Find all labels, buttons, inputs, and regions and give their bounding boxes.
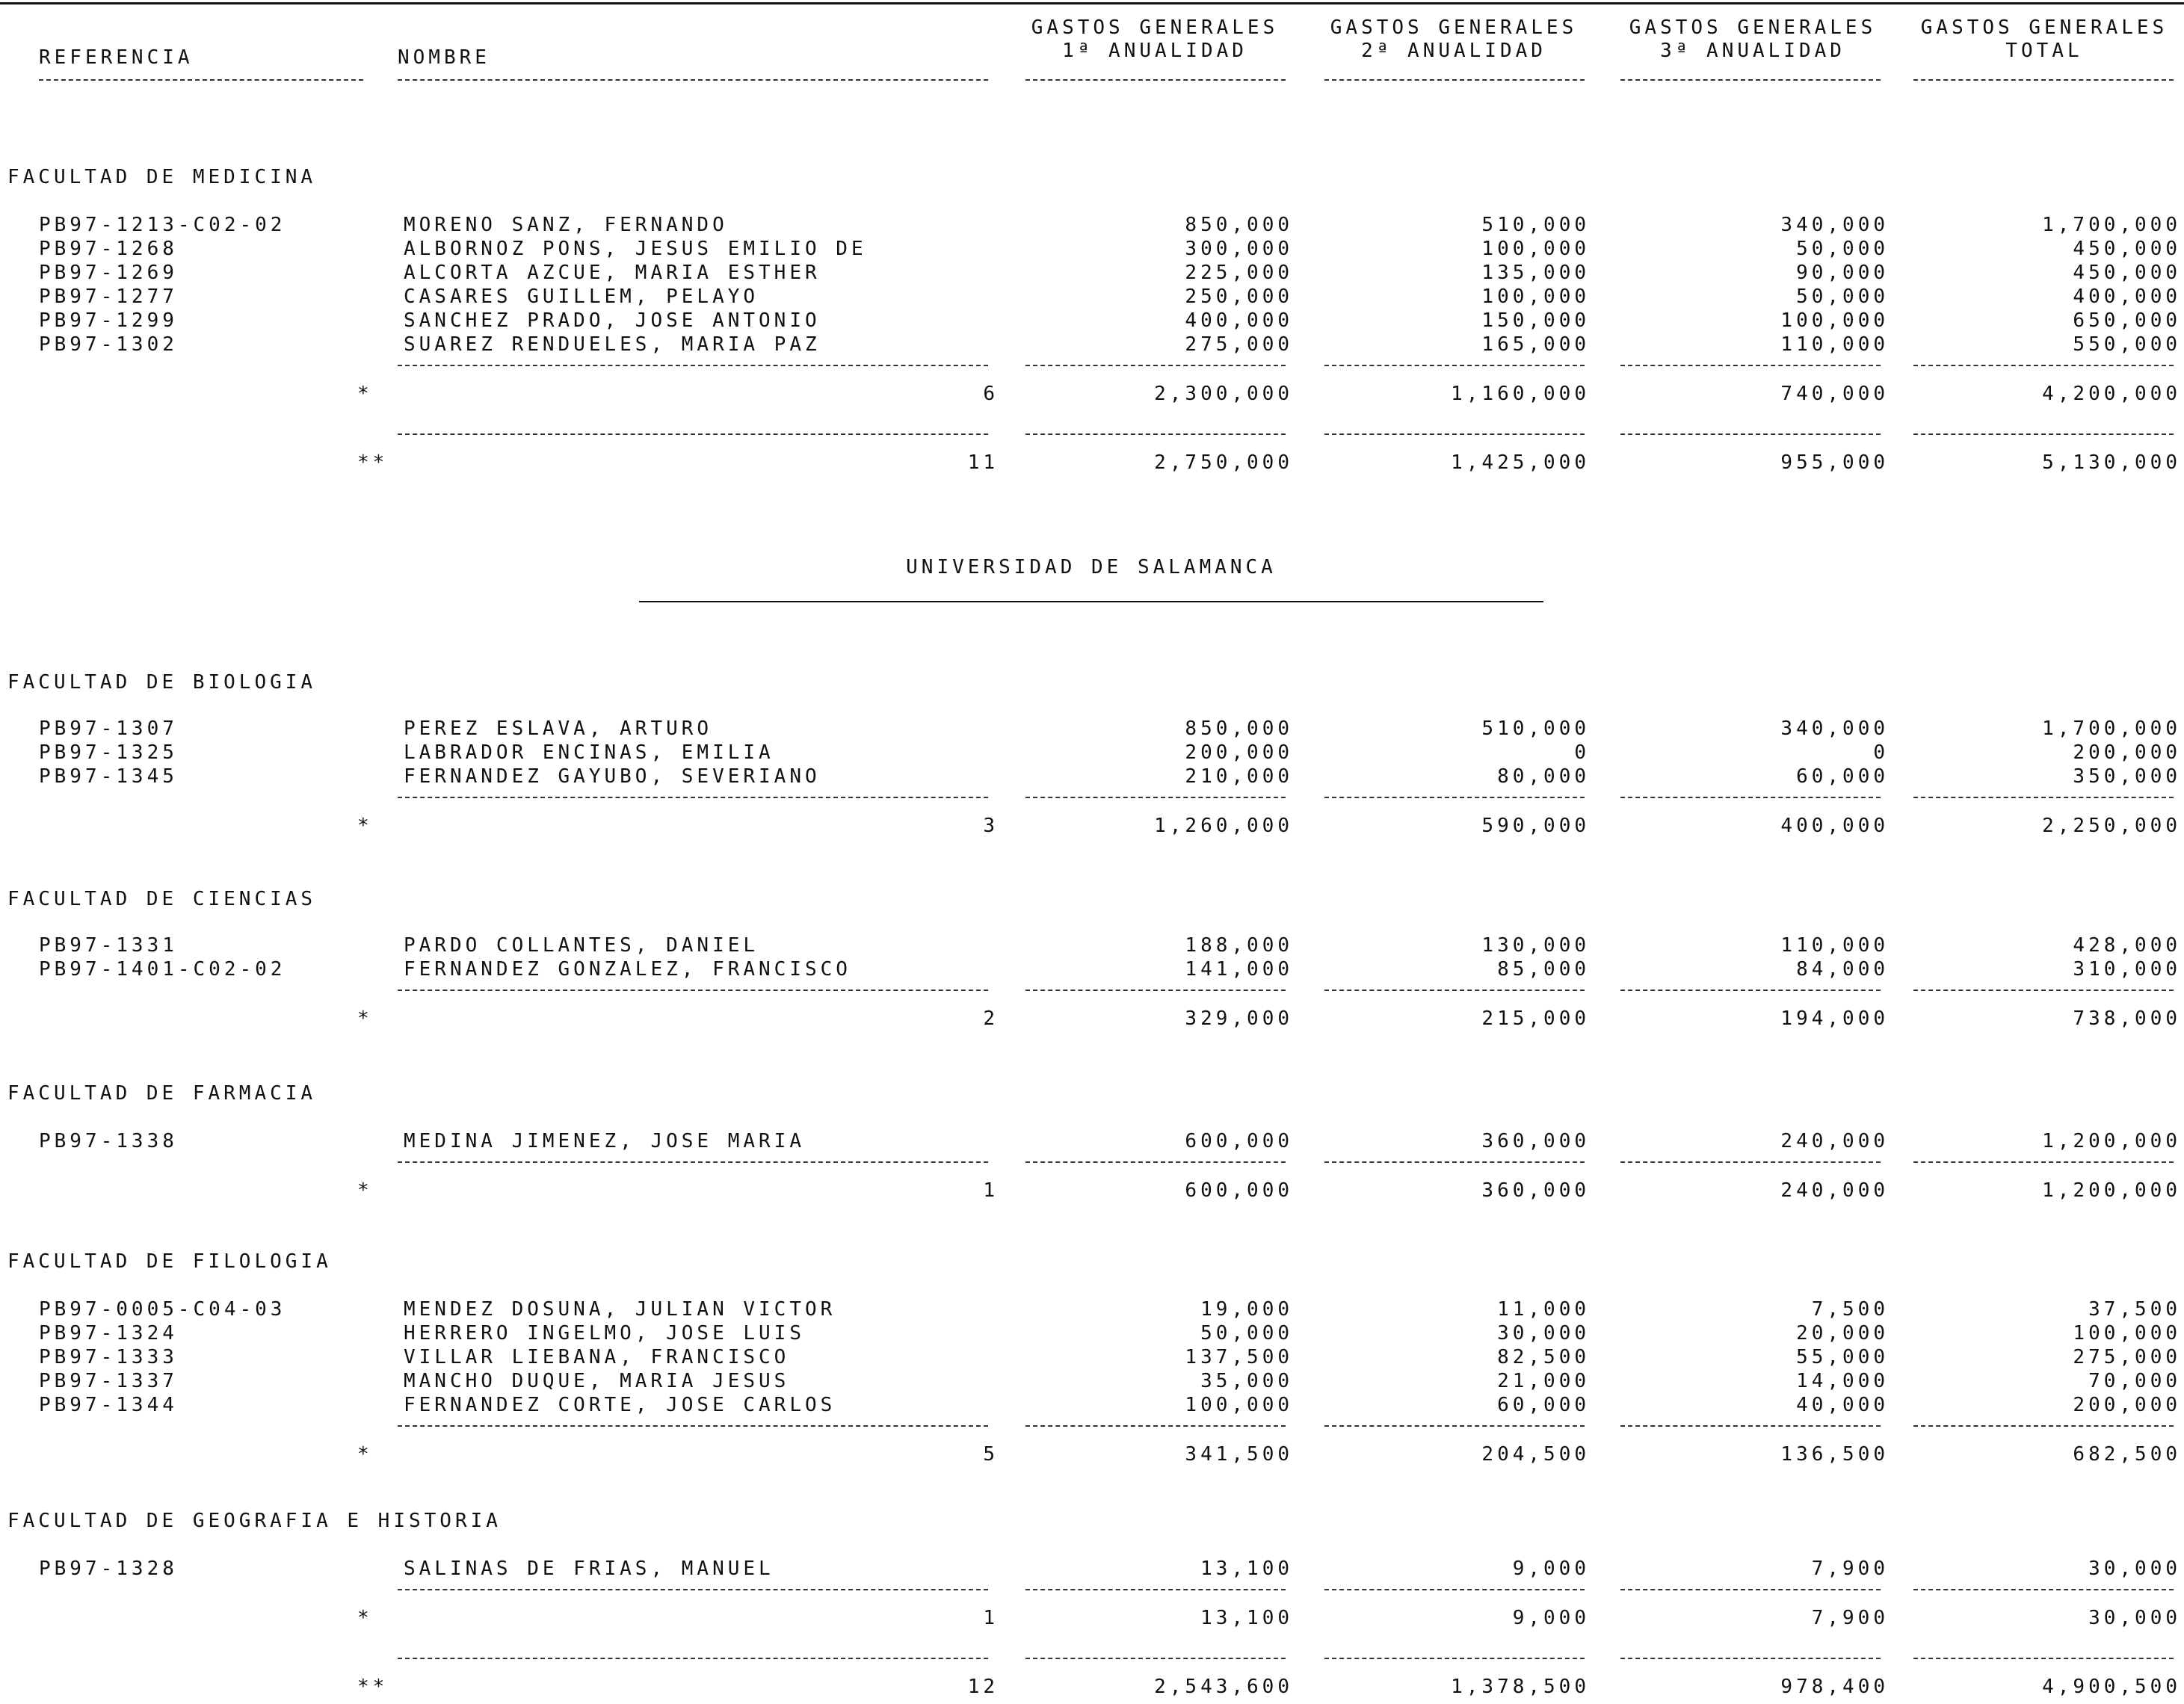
- total-separator-1: [1025, 433, 1286, 435]
- row-col2: 360,000: [1481, 1130, 1590, 1152]
- row-col2: 100,000: [1481, 238, 1590, 260]
- row-col3: 40,000: [1796, 1394, 1889, 1416]
- row-nombre: FERNANDEZ GAYUBO, SEVERIANO: [404, 765, 821, 788]
- total-separator-3: [1620, 433, 1881, 435]
- top-rule: [0, 2, 2184, 4]
- row-col4: 400,000: [2073, 285, 2181, 308]
- total-separator-0: [398, 433, 988, 435]
- section-heading: FACULTAD DE FILOLOGIA: [7, 1250, 332, 1273]
- subtotal-separator-4: [1913, 365, 2174, 366]
- subtotal-col1: 13,100: [1200, 1607, 1293, 1629]
- row-referencia: PB97-1345: [39, 765, 178, 788]
- row-referencia: PB97-1269: [39, 262, 178, 284]
- row-col4: 200,000: [2073, 741, 2181, 764]
- subtotal-col4: 2,250,000: [2042, 815, 2181, 837]
- row-col1: 300,000: [1185, 238, 1293, 260]
- subtotal-count: 2: [983, 1007, 999, 1030]
- header-referencia: REFERENCIA: [39, 46, 194, 69]
- subtotal-separator-3: [1620, 1425, 1881, 1427]
- row-col1: 35,000: [1200, 1370, 1293, 1392]
- row-referencia: PB97-1328: [39, 1558, 178, 1580]
- subtotal-col1: 341,500: [1185, 1443, 1293, 1466]
- row-col4: 70,000: [2088, 1370, 2181, 1392]
- row-nombre: MEDINA JIMENEZ, JOSE MARIA: [404, 1130, 805, 1152]
- row-col2: 80,000: [1497, 765, 1590, 788]
- subtotal-separator-0: [398, 797, 988, 798]
- row-nombre: HERRERO INGELMO, JOSE LUIS: [404, 1322, 805, 1345]
- total-col4: 4,900,500: [2042, 1676, 2181, 1698]
- subtotal-col2: 9,000: [1512, 1607, 1590, 1629]
- row-col3: 55,000: [1796, 1346, 1889, 1368]
- row-referencia: PB97-1401-C02-02: [39, 958, 286, 981]
- subtotal-col1: 1,260,000: [1154, 815, 1293, 837]
- section-heading: FACULTAD DE MEDICINA: [7, 166, 317, 188]
- row-referencia: PB97-1338: [39, 1130, 178, 1152]
- row-col3: 340,000: [1780, 717, 1889, 740]
- header-underline-col4: [1913, 79, 2174, 81]
- subtotal-separator-1: [1025, 990, 1286, 991]
- subtotal-separator-2: [1324, 1161, 1585, 1163]
- row-referencia: PB97-0005-C04-03: [39, 1298, 286, 1321]
- subtotal-col4: 738,000: [2073, 1007, 2181, 1030]
- section-heading: FACULTAD DE FARMACIA: [7, 1082, 317, 1105]
- subtotal-separator-0: [398, 365, 988, 366]
- row-nombre: ALCORTA AZCUE, MARIA ESTHER: [404, 262, 821, 284]
- row-col4: 310,000: [2073, 958, 2181, 981]
- row-col3: 7,900: [1811, 1558, 1889, 1580]
- subtotal-separator-0: [398, 990, 988, 991]
- row-referencia: PB97-1325: [39, 741, 178, 764]
- row-col1: 100,000: [1185, 1394, 1293, 1416]
- total-col1: 2,750,000: [1154, 451, 1293, 474]
- row-nombre: PARDO COLLANTES, DANIEL: [404, 934, 759, 957]
- row-col4: 100,000: [2073, 1322, 2181, 1345]
- row-col2: 130,000: [1481, 934, 1590, 957]
- row-col4: 550,000: [2073, 333, 2181, 356]
- subtotal-separator-2: [1324, 990, 1585, 991]
- total-col3: 978,400: [1780, 1676, 1889, 1698]
- subtotal-marker: *: [357, 1607, 373, 1629]
- subtotal-col3: 7,900: [1811, 1607, 1889, 1629]
- row-referencia: PB97-1213-C02-02: [39, 214, 286, 236]
- row-nombre: PEREZ ESLAVA, ARTURO: [404, 717, 713, 740]
- header-underline-nombre: [398, 79, 988, 81]
- row-col2: 135,000: [1481, 262, 1590, 284]
- header-col4-line2: TOTAL: [2005, 40, 2083, 62]
- total-col3: 955,000: [1780, 451, 1889, 474]
- row-nombre: MANCHO DUQUE, MARIA JESUS: [404, 1370, 790, 1392]
- row-col1: 210,000: [1185, 765, 1293, 788]
- subtotal-separator-0: [398, 1589, 988, 1590]
- row-nombre: FERNANDEZ GONZALEZ, FRANCISCO: [404, 958, 851, 981]
- subtotal-col1: 329,000: [1185, 1007, 1293, 1030]
- total-separator-2: [1324, 1658, 1585, 1659]
- row-col2: 150,000: [1481, 309, 1590, 332]
- row-col2: 165,000: [1481, 333, 1590, 356]
- total-marker: **: [357, 1676, 389, 1698]
- header-underline-col1: [1025, 79, 1286, 81]
- subtotal-count: 6: [983, 383, 999, 405]
- row-col3: 240,000: [1780, 1130, 1889, 1152]
- row-col1: 275,000: [1185, 333, 1293, 356]
- subtotal-separator-1: [1025, 797, 1286, 798]
- subtotal-separator-2: [1324, 797, 1585, 798]
- row-col3: 50,000: [1796, 285, 1889, 308]
- row-col3: 110,000: [1780, 934, 1889, 957]
- total-separator-3: [1620, 1658, 1881, 1659]
- total-col4: 5,130,000: [2042, 451, 2181, 474]
- row-col1: 850,000: [1185, 214, 1293, 236]
- subtotal-col3: 194,000: [1780, 1007, 1889, 1030]
- subtotal-separator-4: [1913, 990, 2174, 991]
- row-col4: 37,500: [2088, 1298, 2181, 1321]
- subtotal-col1: 2,300,000: [1154, 383, 1293, 405]
- subtotal-col3: 740,000: [1780, 383, 1889, 405]
- row-col3: 50,000: [1796, 238, 1889, 260]
- row-nombre: LABRADOR ENCINAS, EMILIA: [404, 741, 774, 764]
- total-separator-2: [1324, 433, 1585, 435]
- row-col2: 60,000: [1497, 1394, 1590, 1416]
- row-referencia: PB97-1324: [39, 1322, 178, 1345]
- row-referencia: PB97-1333: [39, 1346, 178, 1368]
- university-title: UNIVERSIDAD DE SALAMANCA: [906, 556, 1277, 578]
- total-count: 11: [967, 451, 999, 474]
- subtotal-separator-2: [1324, 365, 1585, 366]
- row-col2: 510,000: [1481, 214, 1590, 236]
- subtotal-col4: 4,200,000: [2042, 383, 2181, 405]
- subtotal-separator-3: [1620, 797, 1881, 798]
- row-col3: 0: [1873, 741, 1889, 764]
- subtotal-count: 3: [983, 815, 999, 837]
- row-col1: 19,000: [1200, 1298, 1293, 1321]
- row-col4: 350,000: [2073, 765, 2181, 788]
- subtotal-separator-4: [1913, 1161, 2174, 1163]
- section-heading: FACULTAD DE BIOLOGIA: [7, 671, 317, 694]
- total-col2: 1,378,500: [1451, 1676, 1590, 1698]
- row-col4: 30,000: [2088, 1558, 2181, 1580]
- total-separator-4: [1913, 1658, 2174, 1659]
- section-heading: FACULTAD DE CIENCIAS: [7, 888, 317, 910]
- row-col1: 13,100: [1200, 1558, 1293, 1580]
- total-count: 12: [967, 1676, 999, 1698]
- row-col2: 100,000: [1481, 285, 1590, 308]
- row-nombre: MORENO SANZ, FERNANDO: [404, 214, 728, 236]
- header-nombre: NOMBRE: [398, 46, 490, 69]
- row-col3: 340,000: [1780, 214, 1889, 236]
- row-col1: 50,000: [1200, 1322, 1293, 1345]
- header-col2-line1: GASTOS GENERALES: [1330, 16, 1578, 39]
- subtotal-separator-4: [1913, 1425, 2174, 1427]
- row-col1: 200,000: [1185, 741, 1293, 764]
- row-col4: 200,000: [2073, 1394, 2181, 1416]
- subtotal-marker: *: [357, 1179, 373, 1202]
- subtotal-count: 1: [983, 1179, 999, 1202]
- subtotal-separator-4: [1913, 797, 2174, 798]
- subtotal-col2: 215,000: [1481, 1007, 1590, 1030]
- subtotal-col1: 600,000: [1185, 1179, 1293, 1202]
- subtotal-separator-1: [1025, 1161, 1286, 1163]
- row-col1: 141,000: [1185, 958, 1293, 981]
- university-title-rule: [639, 601, 1543, 602]
- row-col2: 9,000: [1512, 1558, 1590, 1580]
- row-col2: 0: [1574, 741, 1590, 764]
- subtotal-marker: *: [357, 383, 373, 405]
- section-heading: FACULTAD DE GEOGRAFIA E HISTORIA: [7, 1510, 502, 1532]
- total-col2: 1,425,000: [1451, 451, 1590, 474]
- row-col1: 250,000: [1185, 285, 1293, 308]
- row-col3: 110,000: [1780, 333, 1889, 356]
- subtotal-separator-1: [1025, 1425, 1286, 1427]
- subtotal-separator-4: [1913, 1589, 2174, 1590]
- subtotal-marker: *: [357, 1443, 373, 1466]
- header-col3-line1: GASTOS GENERALES: [1629, 16, 1877, 39]
- header-underline-referencia: [39, 79, 363, 81]
- subtotal-col4: 682,500: [2073, 1443, 2181, 1466]
- row-nombre: SANCHEZ PRADO, JOSE ANTONIO: [404, 309, 821, 332]
- row-col2: 30,000: [1497, 1322, 1590, 1345]
- row-col3: 84,000: [1796, 958, 1889, 981]
- row-col2: 510,000: [1481, 717, 1590, 740]
- row-col4: 1,200,000: [2042, 1130, 2181, 1152]
- row-col3: 90,000: [1796, 262, 1889, 284]
- subtotal-separator-1: [1025, 365, 1286, 366]
- row-col2: 82,500: [1497, 1346, 1590, 1368]
- row-col1: 137,500: [1185, 1346, 1293, 1368]
- row-col2: 11,000: [1497, 1298, 1590, 1321]
- header-col1-line1: GASTOS GENERALES: [1031, 16, 1279, 39]
- subtotal-marker: *: [357, 1007, 373, 1030]
- row-nombre: ALBORNOZ PONS, JESUS EMILIO DE: [404, 238, 867, 260]
- row-col2: 21,000: [1497, 1370, 1590, 1392]
- row-col3: 14,000: [1796, 1370, 1889, 1392]
- subtotal-separator-2: [1324, 1589, 1585, 1590]
- row-col3: 7,500: [1811, 1298, 1889, 1321]
- row-col4: 450,000: [2073, 238, 2181, 260]
- row-referencia: PB97-1277: [39, 285, 178, 308]
- header-underline-col3: [1620, 79, 1881, 81]
- row-referencia: PB97-1307: [39, 717, 178, 740]
- row-col3: 20,000: [1796, 1322, 1889, 1345]
- row-referencia: PB97-1337: [39, 1370, 178, 1392]
- subtotal-separator-1: [1025, 1589, 1286, 1590]
- subtotal-col2: 204,500: [1481, 1443, 1590, 1466]
- row-col1: 400,000: [1185, 309, 1293, 332]
- subtotal-separator-3: [1620, 365, 1881, 366]
- row-nombre: SALINAS DE FRIAS, MANUEL: [404, 1558, 774, 1580]
- row-nombre: CASARES GUILLEM, PELAYO: [404, 285, 759, 308]
- subtotal-count: 1: [983, 1607, 999, 1629]
- row-referencia: PB97-1302: [39, 333, 178, 356]
- total-col1: 2,543,600: [1154, 1676, 1293, 1698]
- subtotal-separator-0: [398, 1161, 988, 1163]
- row-nombre: VILLAR LIEBANA, FRANCISCO: [404, 1346, 790, 1368]
- subtotal-col2: 360,000: [1481, 1179, 1590, 1202]
- row-col1: 188,000: [1185, 934, 1293, 957]
- row-col3: 100,000: [1780, 309, 1889, 332]
- total-marker: **: [357, 451, 389, 474]
- row-col4: 1,700,000: [2042, 214, 2181, 236]
- subtotal-count: 5: [983, 1443, 999, 1466]
- subtotal-col2: 590,000: [1481, 815, 1590, 837]
- row-col3: 60,000: [1796, 765, 1889, 788]
- subtotal-separator-2: [1324, 1425, 1585, 1427]
- row-col2: 85,000: [1497, 958, 1590, 981]
- total-separator-1: [1025, 1658, 1286, 1659]
- header-col3-line2: 3ª ANUALIDAD: [1660, 40, 1845, 62]
- row-nombre: SUAREZ RENDUELES, MARIA PAZ: [404, 333, 821, 356]
- subtotal-marker: *: [357, 815, 373, 837]
- header-col4-line1: GASTOS GENERALES: [1920, 16, 2168, 39]
- subtotal-separator-3: [1620, 990, 1881, 991]
- row-referencia: PB97-1331: [39, 934, 178, 957]
- row-col4: 428,000: [2073, 934, 2181, 957]
- row-nombre: MENDEZ DOSUNA, JULIAN VICTOR: [404, 1298, 836, 1321]
- row-col1: 850,000: [1185, 717, 1293, 740]
- subtotal-col3: 400,000: [1780, 815, 1889, 837]
- subtotal-col3: 136,500: [1780, 1443, 1889, 1466]
- header-col1-line2: 1ª ANUALIDAD: [1062, 40, 1247, 62]
- row-col1: 225,000: [1185, 262, 1293, 284]
- row-col4: 450,000: [2073, 262, 2181, 284]
- row-col4: 1,700,000: [2042, 717, 2181, 740]
- header-underline-col2: [1324, 79, 1585, 81]
- subtotal-separator-0: [398, 1425, 988, 1427]
- subtotal-col3: 240,000: [1780, 1179, 1889, 1202]
- row-referencia: PB97-1344: [39, 1394, 178, 1416]
- total-separator-0: [398, 1658, 988, 1659]
- subtotal-separator-3: [1620, 1589, 1881, 1590]
- subtotal-separator-3: [1620, 1161, 1881, 1163]
- row-referencia: PB97-1299: [39, 309, 178, 332]
- header-col2-line2: 2ª ANUALIDAD: [1361, 40, 1546, 62]
- row-referencia: PB97-1268: [39, 238, 178, 260]
- row-nombre: FERNANDEZ CORTE, JOSE CARLOS: [404, 1394, 836, 1416]
- row-col1: 600,000: [1185, 1130, 1293, 1152]
- row-col4: 650,000: [2073, 309, 2181, 332]
- subtotal-col4: 1,200,000: [2042, 1179, 2181, 1202]
- total-separator-4: [1913, 433, 2174, 435]
- subtotal-col2: 1,160,000: [1451, 383, 1590, 405]
- subtotal-col4: 30,000: [2088, 1607, 2181, 1629]
- row-col4: 275,000: [2073, 1346, 2181, 1368]
